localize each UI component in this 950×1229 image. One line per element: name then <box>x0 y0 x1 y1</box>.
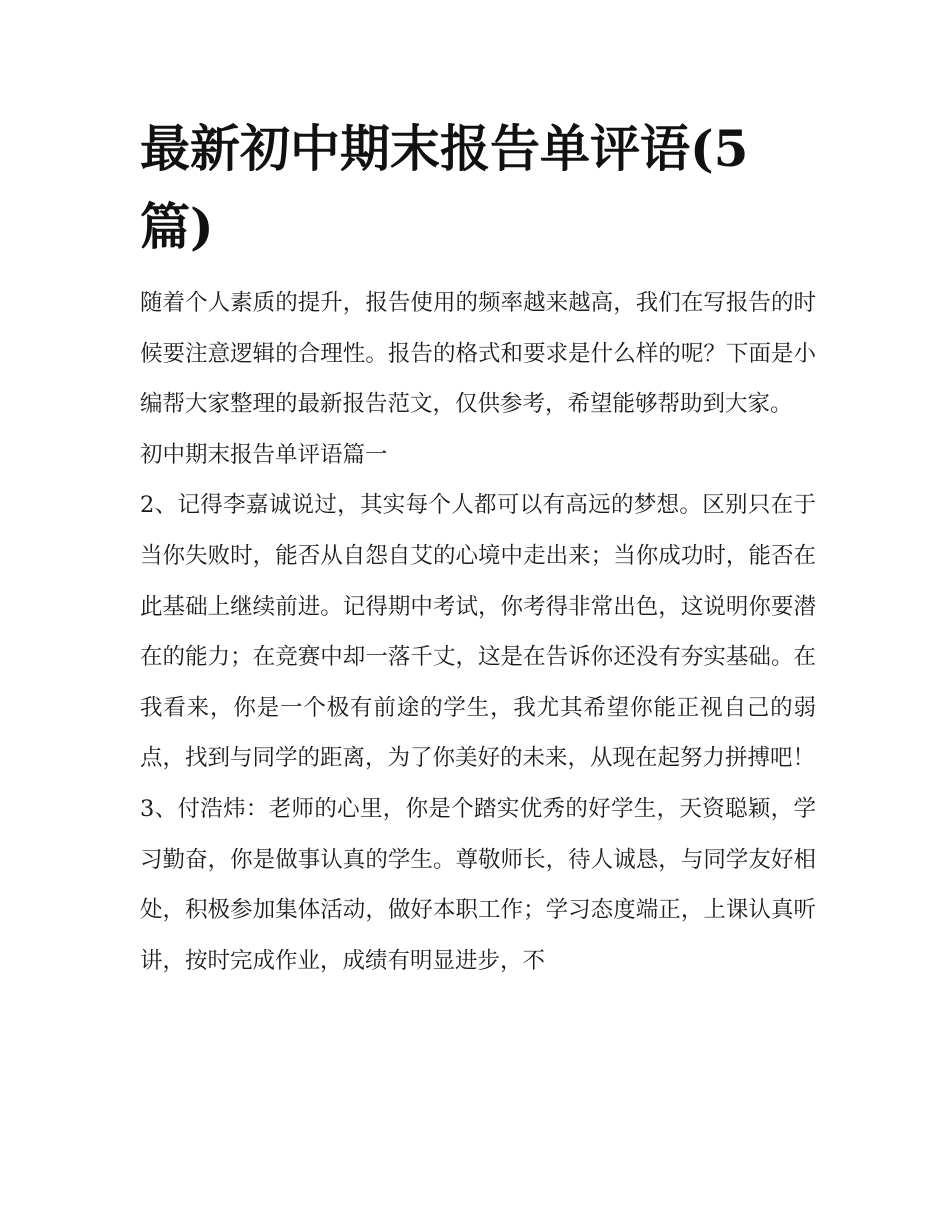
intro-paragraph: 随着个人素质的提升，报告使用的频率越来越高，我们在写报告的时候要注意逻辑的合理性。报告的格式和要求是什么样的呢？下面是小编帮大家整理的最新报告范文，仅供参考，希望能够帮助到大家。 <box>140 290 816 418</box>
section-heading: 初中期末报告单评语篇一 <box>140 441 388 468</box>
comment-paragraph-3: 3、付浩炜：老师的心里，你是个踏实优秀的好学生，天资聪颖，学习勤奋，你是做事认真的学生。尊敬师长，待人诚恳，与同学友好相处，积极参加集体活动，做好本职工作；学习态度端正，上课认真听讲，按时完成作业，成绩有明显进步，不 <box>140 795 816 974</box>
comment-paragraph-2: 2、记得李嘉诚说过，其实每个人都可以有高远的梦想。区别只在于当你失败时，能否从自怨自艾的心境中走出来；当你成功时，能否在此基础上继续前进。记得期中考试，你考得非常出色，这说明你要潜在的能力；在竞赛中却一落千丈，这是在告诉你还没有夯实基础。在我看来，你是一个极有前途的学生，我尤其希望你能正视自己的弱点，找到与同学的距离，为了你美好的未来，从现在起努力拼搏吧！ <box>140 492 816 772</box>
document-title: 最新初中期末报告单评语(5篇) <box>140 119 749 256</box>
document-body <box>140 278 816 986</box>
